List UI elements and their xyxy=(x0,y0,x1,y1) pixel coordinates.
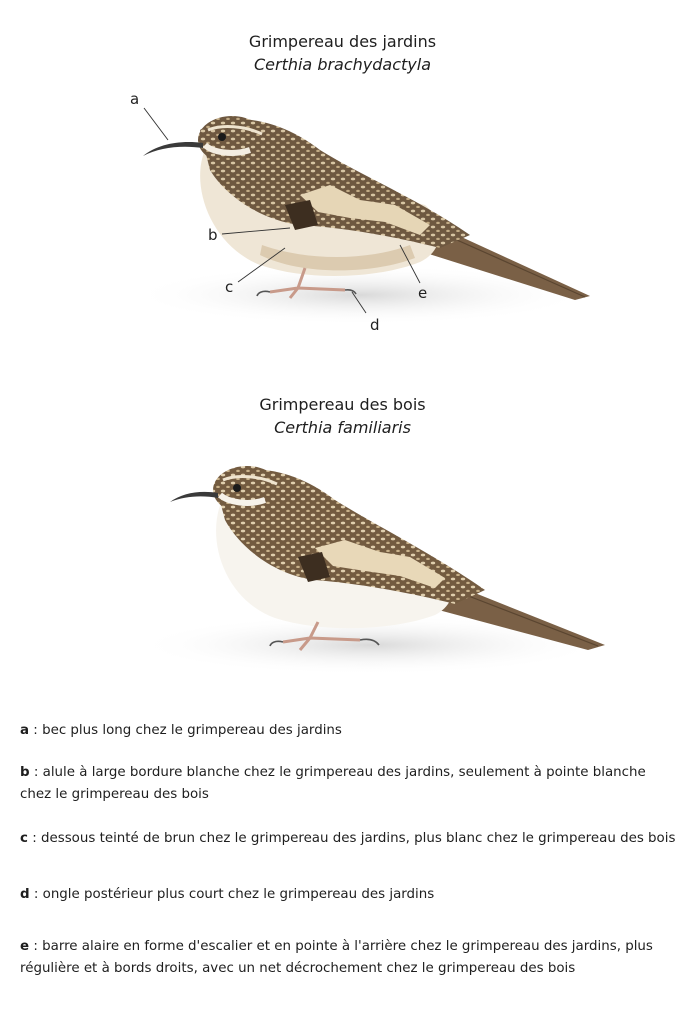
note-text: bec plus long chez le grimpereau des jardins xyxy=(42,723,342,738)
note-key: a xyxy=(20,723,30,738)
bird2-scientific-name: Certhia familiaris xyxy=(274,418,411,437)
label-c: c xyxy=(225,278,234,296)
note-text: dessous teinté de brun chez le grimpereau des jardins, plus blanc chez le grimpereau des bois xyxy=(40,831,676,846)
bird2-common-name: Grimpereau des bois xyxy=(259,395,426,414)
note-e: e : barre alaire en forme d'escalier et en pointe à l'arrière chez le grimpereau des jardins, plus régulière et à bords droits, avec un net décrochement chez le grimpereau des bois xyxy=(20,939,653,976)
eye xyxy=(218,133,226,141)
note-key: d xyxy=(20,887,30,902)
note-key: b xyxy=(20,765,30,780)
label-e: e xyxy=(418,284,428,302)
note-key: e xyxy=(20,939,30,954)
note-text: barre alaire en forme d'escalier et en pointe à l'arrière chez le grimpereau des jardins, plus régulière et à bords droits, avec un net décrochement chez le grimpereau des bois xyxy=(20,939,653,976)
note-d: d : ongle postérieur plus court chez le grimpereau des jardins xyxy=(20,887,435,902)
label-b: b xyxy=(208,226,218,244)
short-toed-treecreeper-illustration xyxy=(0,85,685,345)
label-a: a xyxy=(130,90,140,108)
note-text: alule à large bordure blanche chez le grimpereau des jardins, seulement à pointe blanche chez le grimpereau des bois xyxy=(20,765,646,802)
bill xyxy=(170,492,218,502)
head xyxy=(198,116,266,164)
label-d: d xyxy=(370,316,380,334)
note-text: ongle postérieur plus court chez le grimpereau des jardins xyxy=(42,887,435,902)
eurasian-treecreeper-illustration xyxy=(0,450,685,700)
head xyxy=(213,466,281,514)
eye xyxy=(233,484,241,492)
note-b: b : alule à large bordure blanche chez le grimpereau des jardins, seulement à pointe blanche chez le grimpereau des bois xyxy=(20,765,646,802)
note-c: c : dessous teinté de brun chez le grimpereau des jardins, plus blanc chez le grimpereau des bois xyxy=(20,831,676,846)
bill xyxy=(143,142,203,156)
note-a: a : bec plus long chez le grimpereau des jardins xyxy=(20,723,342,738)
bird1-scientific-name: Certhia brachydactyla xyxy=(253,55,432,74)
bird1-common-name: Grimpereau des jardins xyxy=(248,32,437,51)
note-key: c xyxy=(20,831,28,846)
